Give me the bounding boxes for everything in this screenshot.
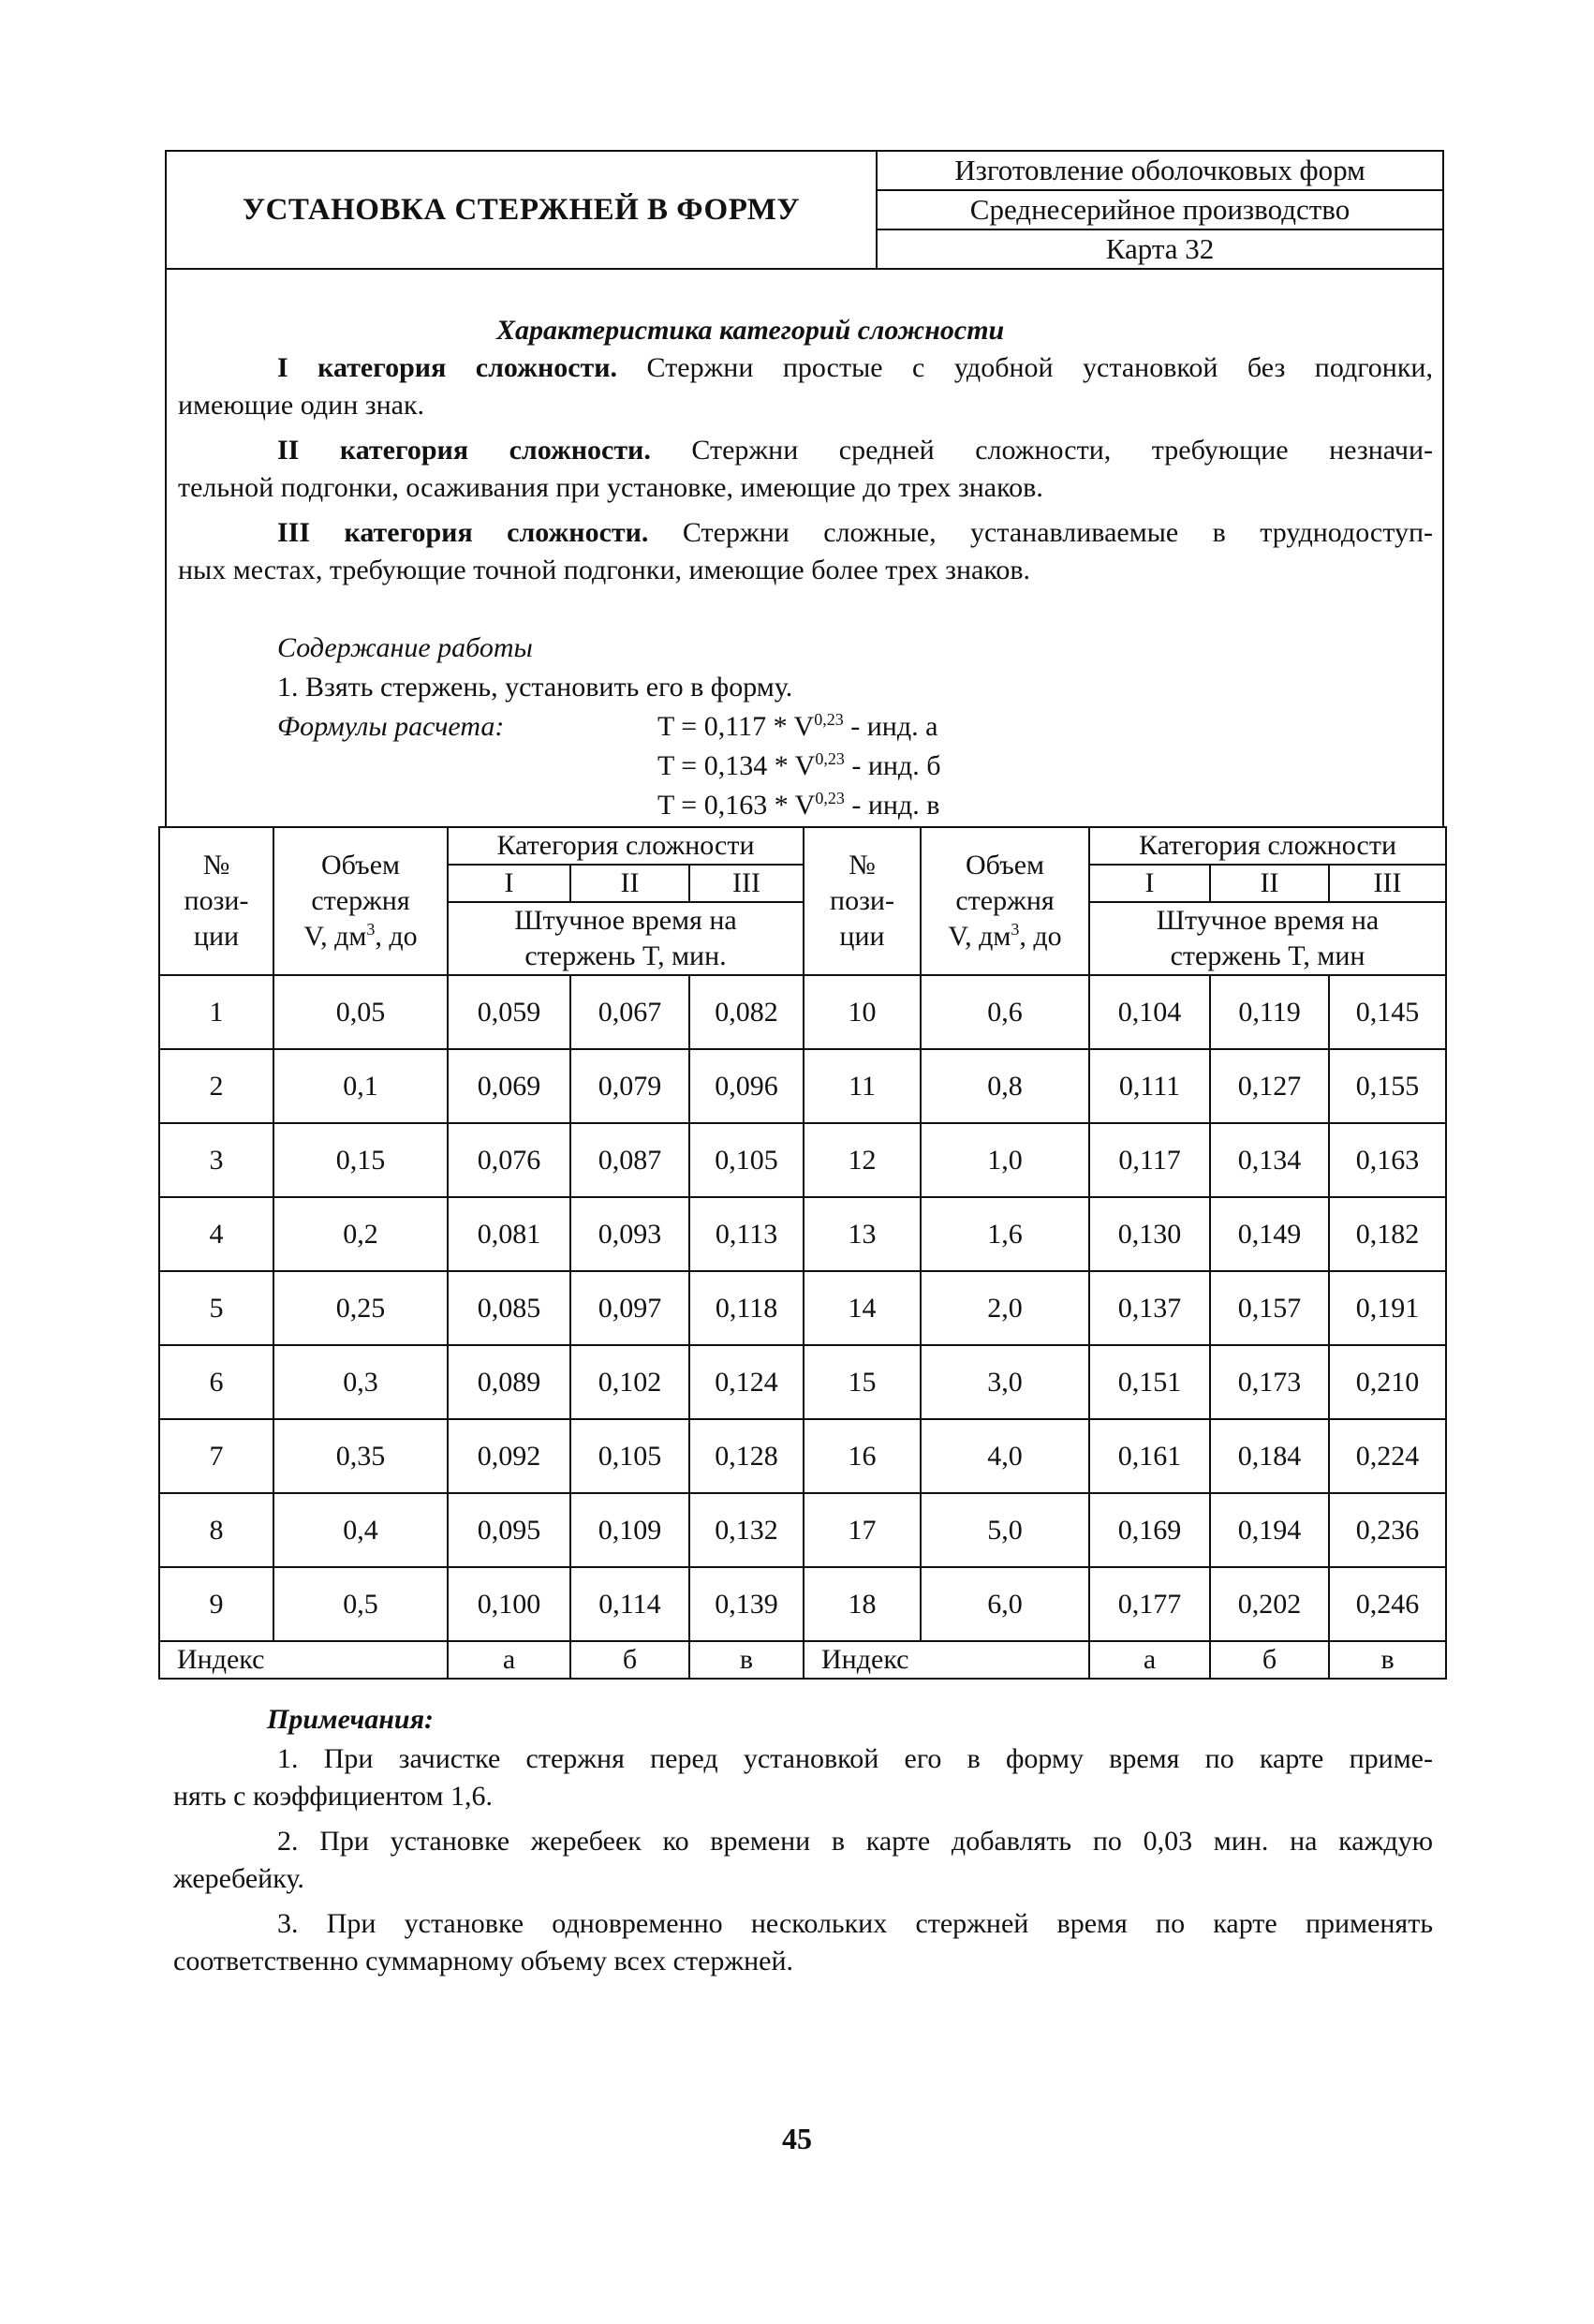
table-cell: 11	[804, 1049, 921, 1123]
table-cell: 0,173	[1210, 1345, 1329, 1419]
table-cell: 0,155	[1329, 1049, 1446, 1123]
cat-I: I	[448, 865, 570, 902]
table-cell: 0,102	[570, 1345, 689, 1419]
col-header-category-2: Категория сложности	[1089, 827, 1446, 865]
time-header-2: Штучное время на стержень T, мин	[1089, 902, 1446, 975]
cat3-text1: Стержни сложные, устанавливаемые в труднодоступ-	[682, 517, 1434, 548]
index-a: а	[448, 1641, 570, 1679]
table-cell: 5	[159, 1271, 273, 1345]
table-cell: 0,117	[1089, 1123, 1210, 1197]
table-row	[159, 1345, 1446, 1419]
col-header-position: № пози- ции	[159, 827, 273, 975]
cat1-label: I категория сложности.	[277, 352, 618, 383]
table-cell: 0,137	[1089, 1271, 1210, 1345]
table-cell: 0,100	[448, 1567, 570, 1641]
col-header-volume: Объем стержня V, $дм^3$, до	[273, 827, 448, 975]
index-label-2: Индекс	[804, 1641, 1089, 1679]
table-cell: 4	[159, 1197, 273, 1271]
table-cell: 0,082	[689, 975, 804, 1049]
table-cell: 18	[804, 1567, 921, 1641]
card-number: Карта 32	[1105, 232, 1215, 265]
cat2-label: II категория сложности.	[277, 435, 651, 466]
table-cell: 0,05	[273, 975, 448, 1049]
cat1-text1: Стержни простые с удобной установкой без подгонки,	[646, 352, 1433, 383]
table-cell: 0,105	[570, 1419, 689, 1493]
table-cell: 0,127	[1210, 1049, 1329, 1123]
table-cell: 0,076	[448, 1123, 570, 1197]
table-cell: 3	[159, 1123, 273, 1197]
table-cell: 0,097	[570, 1271, 689, 1345]
note-2-line1: 2. При установке жеребеек ко времени в карте добавлять по 0,03 мин. на каждую	[277, 1826, 1433, 1857]
table-cell: 0,128	[689, 1419, 804, 1493]
table-cell: 0,8	[921, 1049, 1089, 1123]
formulas-label: Формулы расчета:	[277, 711, 505, 742]
card-meta	[878, 152, 1442, 268]
table-row	[159, 1049, 1446, 1123]
cat-II: II	[570, 865, 689, 902]
table-cell: 0,111	[1089, 1049, 1210, 1123]
cat-III-2: III	[1329, 865, 1446, 902]
table-row	[159, 1271, 1446, 1345]
table-cell: 0,124	[689, 1345, 804, 1419]
table-cell: 6,0	[921, 1567, 1089, 1641]
table-cell: 0,6	[921, 975, 1089, 1049]
table-cell: 0,5	[273, 1567, 448, 1641]
table-cell: 0,157	[1210, 1271, 1329, 1345]
table-cell: 0,095	[448, 1493, 570, 1567]
table-cell: 0,059	[448, 975, 570, 1049]
table-cell: 0,130	[1089, 1197, 1210, 1271]
table-cell: 0,089	[448, 1345, 570, 1419]
table-row	[159, 975, 1446, 1049]
table-cell: 0,236	[1329, 1493, 1446, 1567]
table-cell: 1,0	[921, 1123, 1089, 1197]
index-label: Индекс	[159, 1641, 448, 1679]
table-cell: 0,25	[273, 1271, 448, 1345]
process-type: Изготовление оболочковых форм	[878, 152, 1442, 191]
table-cell: 0,113	[689, 1197, 804, 1271]
cat3-label: III категория сложности.	[277, 517, 649, 548]
table-cell: 0,114	[570, 1567, 689, 1641]
table-cell: 14	[804, 1271, 921, 1345]
table-cell: 0,118	[689, 1271, 804, 1345]
table-cell: 0,079	[570, 1049, 689, 1123]
table-cell: 2,0	[921, 1271, 1089, 1345]
cat1-line1	[277, 349, 1433, 387]
table-cell: 9	[159, 1567, 273, 1641]
table-cell: 0,119	[1210, 975, 1329, 1049]
table-cell: 0,182	[1329, 1197, 1446, 1271]
cat3-line2: ных местах, требующие точной подгонки, имеющие более трех знаков.	[178, 555, 1031, 585]
table-cell: 3,0	[921, 1345, 1089, 1419]
table-row	[159, 1197, 1446, 1271]
table-cell: 6	[159, 1345, 273, 1419]
index-b-2: б	[1210, 1641, 1329, 1679]
table-row	[159, 1123, 1446, 1197]
table-cell: 8	[159, 1493, 273, 1567]
table-cell: 0,069	[448, 1049, 570, 1123]
production-type: Среднесерийное производство	[878, 191, 1442, 230]
table-cell: 5,0	[921, 1493, 1089, 1567]
note-1-line1: 1. При зачистке стержня перед установкой его в форму время по карте приме-	[277, 1743, 1433, 1774]
table-cell: 0,202	[1210, 1567, 1329, 1641]
table-cell: 0,067	[570, 975, 689, 1049]
table-cell: 0,109	[570, 1493, 689, 1567]
table-cell: 0,169	[1089, 1493, 1210, 1567]
table-cell: 0,134	[1210, 1123, 1329, 1197]
table-cell: 13	[804, 1197, 921, 1271]
note-3-line1: 3. При установке одновременно нескольких стержней время по карте применять	[277, 1908, 1433, 1939]
table-row	[159, 1493, 1446, 1567]
table-cell: 0,085	[448, 1271, 570, 1345]
table-cell: 0,149	[1210, 1197, 1329, 1271]
table-cell: 7	[159, 1419, 273, 1493]
table-cell: 0,210	[1329, 1345, 1446, 1419]
table-cell: 0,092	[448, 1419, 570, 1493]
note-2-line2: жеребейку.	[173, 1863, 304, 1894]
work-step-1: 1. Взять стержень, установить его в форму.	[277, 672, 793, 703]
table-cell: 0,145	[1329, 975, 1446, 1049]
cat-II-2: II	[1210, 865, 1329, 902]
notes-title: Примечания:	[267, 1704, 435, 1735]
table-cell: 4,0	[921, 1419, 1089, 1493]
table-cell: 0,105	[689, 1123, 804, 1197]
table-cell: 0,139	[689, 1567, 804, 1641]
categories-heading: Характеристика категорий сложности	[496, 315, 1005, 346]
index-a-2: а	[1089, 1641, 1210, 1679]
table-cell: 0,104	[1089, 975, 1210, 1049]
formula-b: T = 0,134 * V$^{0,23}$ - инд. б	[657, 749, 941, 781]
table-cell: 12	[804, 1123, 921, 1197]
table-cell: 1	[159, 975, 273, 1049]
table-cell: 17	[804, 1493, 921, 1567]
cat2-line1	[277, 432, 1433, 469]
time-norms-table	[158, 826, 1447, 1680]
card-header	[165, 150, 1444, 270]
table-cell: 16	[804, 1419, 921, 1493]
table-cell: 0,177	[1089, 1567, 1210, 1641]
table-cell: 0,132	[689, 1493, 804, 1567]
table-cell: 15	[804, 1345, 921, 1419]
table-cell: 0,194	[1210, 1493, 1329, 1567]
table-cell: 1,6	[921, 1197, 1089, 1271]
cat1-line2: имеющие один знак.	[178, 390, 425, 421]
note-3-line2: соответственно суммарному объему всех стержней.	[173, 1946, 794, 1976]
note-1-line2: нять с коэффициентом 1,6.	[173, 1781, 493, 1812]
page-number: 45	[782, 2122, 812, 2155]
cat2-line2: тельной подгонки, осаживания при установке, имеющие до трех знаков.	[178, 472, 1043, 503]
col-header-volume-2: Объем стержня V, $дм^3$, до	[921, 827, 1089, 975]
cat3-line1	[277, 514, 1433, 552]
formula-a: T = 0,117 * V$^{0,23}$ - инд. а	[657, 710, 938, 742]
work-heading: Содержание работы	[277, 632, 533, 663]
cat2-text1: Стержни средней сложности, требующие незначи-	[691, 435, 1434, 466]
table-cell: 0,2	[273, 1197, 448, 1271]
index-b: б	[570, 1641, 689, 1679]
formula-c: T = 0,163 * V$^{0,23}$ - инд. в	[657, 789, 940, 821]
table-cell: 0,096	[689, 1049, 804, 1123]
index-c: в	[689, 1641, 804, 1679]
table-cell: 0,151	[1089, 1345, 1210, 1419]
table-row	[159, 1567, 1446, 1641]
index-c-2: в	[1329, 1641, 1446, 1679]
table-cell: 2	[159, 1049, 273, 1123]
table-cell: 0,184	[1210, 1419, 1329, 1493]
table-row	[159, 1419, 1446, 1493]
time-header: Штучное время на стержень T, мин.	[448, 902, 804, 975]
table-cell: 0,161	[1089, 1419, 1210, 1493]
table-cell: 0,4	[273, 1493, 448, 1567]
table-cell: 0,081	[448, 1197, 570, 1271]
table-cell: 0,163	[1329, 1123, 1446, 1197]
table-cell: 0,1	[273, 1049, 448, 1123]
table-cell: 0,224	[1329, 1419, 1446, 1493]
cat-III: III	[689, 865, 804, 902]
card-title: УСТАНОВКА СТЕРЖНЕЙ В ФОРМУ	[167, 152, 878, 268]
col-header-category: Категория сложности	[448, 827, 804, 865]
table-cell: 0,093	[570, 1197, 689, 1271]
col-header-position-2: № пози- ции	[804, 827, 921, 975]
cat-I-2: I	[1089, 865, 1210, 902]
table-cell: 0,246	[1329, 1567, 1446, 1641]
table-cell: 0,087	[570, 1123, 689, 1197]
table-cell: 0,191	[1329, 1271, 1446, 1345]
table-cell: 0,3	[273, 1345, 448, 1419]
table-cell: 0,35	[273, 1419, 448, 1493]
table-cell: 10	[804, 975, 921, 1049]
table-cell: 0,15	[273, 1123, 448, 1197]
